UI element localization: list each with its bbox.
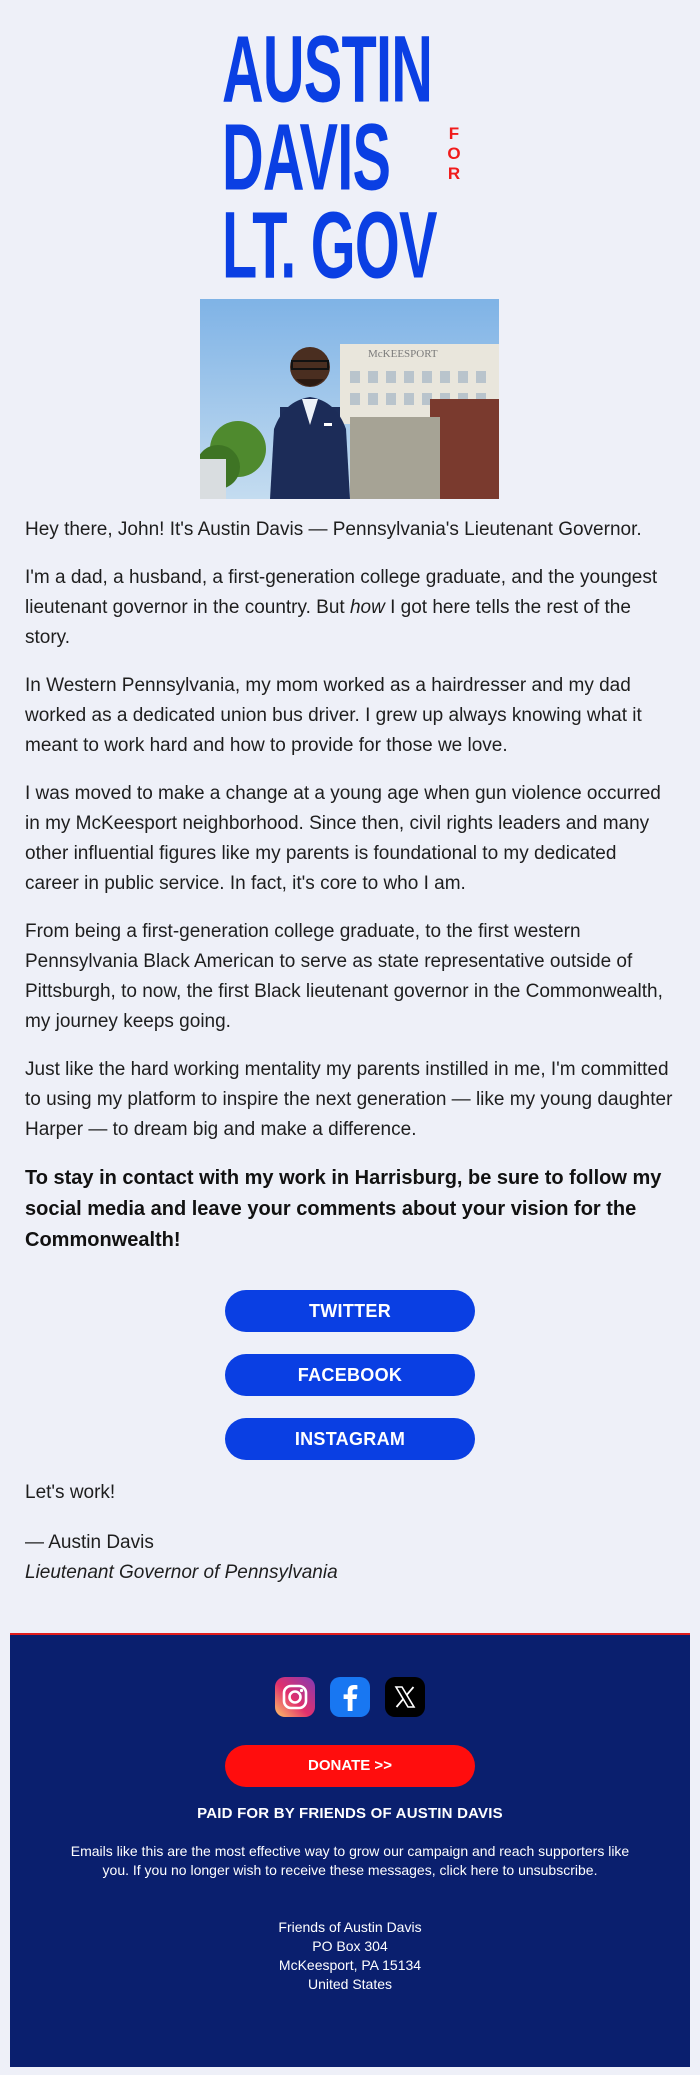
instagram-icon[interactable] — [275, 1677, 315, 1717]
logo-for-letter: R — [447, 164, 461, 183]
social-icons — [10, 1677, 690, 1721]
instagram-button[interactable]: INSTAGRAM — [225, 1418, 475, 1460]
facebook-icon[interactable] — [330, 1677, 370, 1717]
mailing-address — [10, 1918, 690, 1994]
address-line: PO Box 304 — [312, 1938, 388, 1954]
logo-line-austin: AUSTIN — [222, 15, 433, 122]
logo-for-letter: F — [448, 124, 460, 143]
intro-paragraph-text: I'm a dad, a husband, a first-generation college graduate, and the youngest lieutenant governor in the country. But — [25, 567, 658, 618]
candidate-photo-illustration — [200, 299, 499, 499]
intro-paragraph — [25, 563, 675, 653]
paid-for-disclaimer: PAID FOR BY FRIENDS OF AUSTIN DAVIS — [197, 1805, 503, 1822]
journey-paragraph: From being a first-generation college graduate, to the first western Pennsylvania Black American to serve as state representative outside of Pittsburgh, to now, the first Black lieutenant governor in the Commonwealth, my journey keeps going. — [25, 921, 663, 1032]
social-cta-paragraph: To stay in contact with my work in Harrisburg, be sure to follow my social media and leave your comments about your vision for the Commonwealth! — [25, 1167, 662, 1251]
address-line: United States — [307, 1976, 393, 1992]
signature-name: — Austin Davis — [25, 1532, 154, 1553]
greeting-paragraph: Hey there, John! It's Austin Davis — Pennsylvania's Lieutenant Governor. — [25, 519, 642, 540]
footer — [10, 1633, 690, 2067]
logo-for — [444, 124, 464, 184]
x-icon[interactable] — [385, 1677, 425, 1717]
address-line: Friends of Austin Davis — [278, 1919, 422, 1935]
photo-sign-text: McKEESPORT — [368, 348, 438, 360]
logo-line-ltgov: LT. GOV — [222, 191, 437, 298]
campaign-logo — [222, 15, 482, 298]
family-paragraph: In Western Pennsylvania, my mom worked as a hairdresser and my dad worked as a dedicated union bus driver. I grew up always knowing what it meant to work hard and how to provide for those we love. — [25, 675, 642, 756]
signature-title: Lieutenant Governor of Pennsylvania — [25, 1562, 338, 1583]
facebook-button[interactable]: FACEBOOK — [225, 1354, 475, 1396]
mentality-paragraph: Just like the hard working mentality my parents instilled in me, I'm committed to using my platform to inspire the next generation — like my young daughter Harper — to dream big and make a difference. — [25, 1059, 673, 1140]
intro-paragraph-tail: I got here tells the rest of the story. — [25, 597, 631, 648]
candidate-photo — [200, 299, 499, 499]
motivation-paragraph: I was moved to make a change at a young age when gun violence occurred in my McKeesport neighborhood. Since then, civil rights leaders and many other influential figures like my parents is foundational to my dedicated career in public service. In fact, it's core to who I am. — [25, 783, 661, 894]
email-body — [25, 515, 675, 1274]
intro-emphasis: how — [349, 597, 385, 618]
closing-line: Let's work! — [25, 1482, 116, 1503]
logo-for-letter: O — [447, 144, 461, 163]
donate-button[interactable]: DONATE >> — [225, 1745, 475, 1787]
unsubscribe-text[interactable]: Emails like this are the most effective way to grow our campaign and reach supporters like you. If you no longer wish to receive these messages, click here to unsubscribe. — [70, 1843, 630, 1878]
address-line: McKeesport, PA 15134 — [278, 1957, 422, 1973]
twitter-button[interactable]: TWITTER — [225, 1290, 475, 1332]
logo-line-davis: DAVIS — [222, 103, 391, 210]
